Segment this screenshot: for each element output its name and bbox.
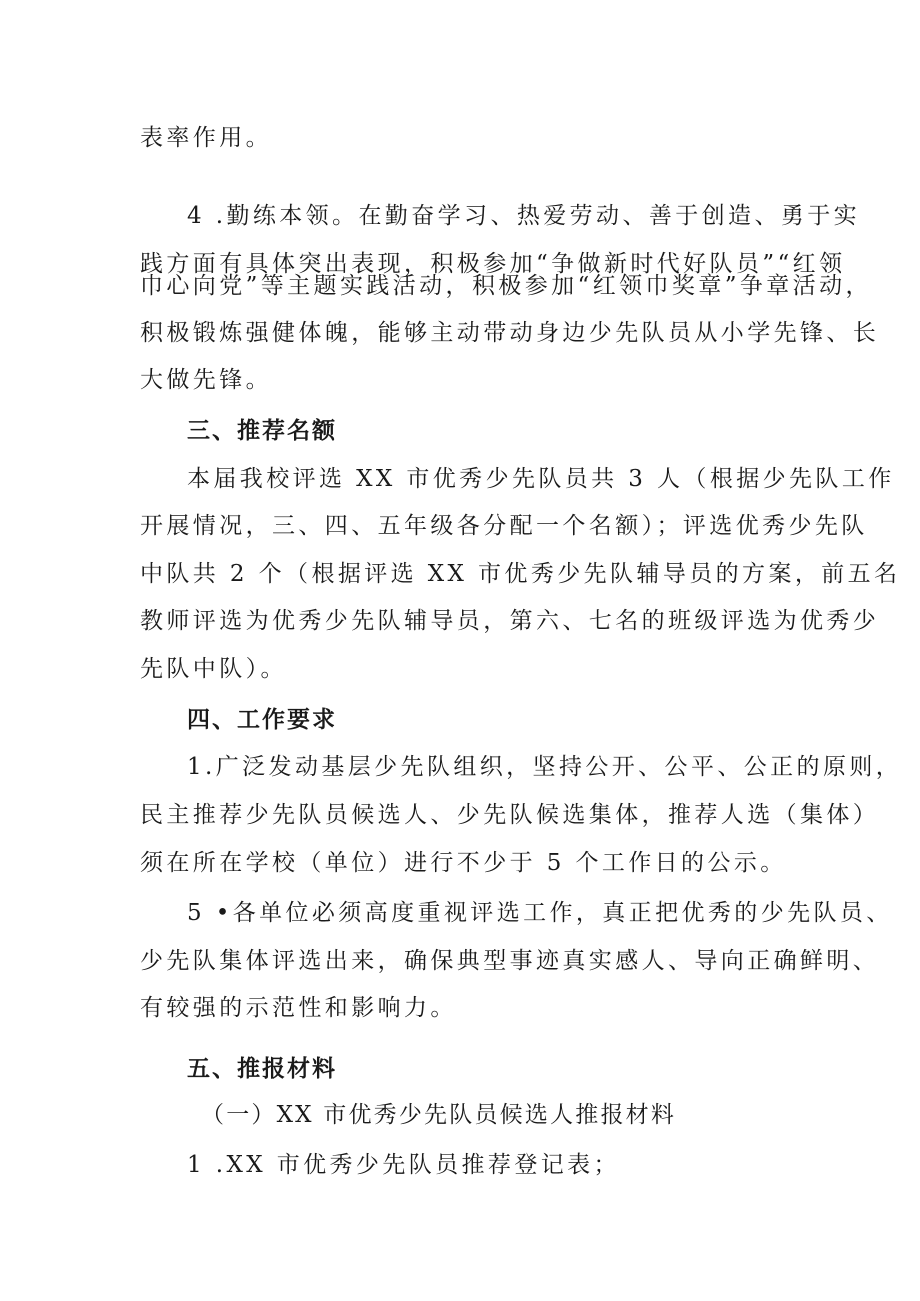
- paragraph-line: 积极锻炼强健体魄，能够主动带动身边少先队员从小学先锋、长: [140, 320, 880, 346]
- section-heading: 五、推报材料: [187, 1056, 337, 1082]
- subsection-heading: （一）XX 市优秀少先队员候选人推报材料: [201, 1102, 677, 1128]
- paragraph-line: 践方面有具体突出表现，积极参加“争做新时代好队员”“红领: [140, 251, 846, 277]
- paragraph-line: 表率作用。: [140, 125, 272, 151]
- paragraph-line: 须在所在学校（单位）进行不少于 5 个工作日的公示。: [140, 850, 787, 876]
- paragraph-line: 开展情况，三、四、五年级各分配一个名额）；评选优秀少先队: [140, 513, 868, 539]
- section-heading: 三、推荐名额: [187, 418, 337, 444]
- paragraph-line: 4 .勤练本领。在勤奋学习、热爱劳动、善于创造、勇于实: [187, 203, 861, 229]
- paragraph-line: 5 •各单位必须高度重视评选工作，真正把优秀的少先队员、: [187, 900, 893, 926]
- paragraph-line: 大做先锋。: [140, 367, 272, 393]
- paragraph-line: 巾心向党”等主题实践活动，积极参加“红领巾奖章”争章活动，: [140, 273, 872, 299]
- paragraph-line: 1.广泛发动基层少先队组织，坚持公开、公平、公正的原则，: [187, 754, 903, 780]
- paragraph-line: 民主推荐少先队员候选人、少先队候选集体，推荐人选（集体）: [140, 802, 880, 828]
- paragraph-line: 有较强的示范性和影响力。: [140, 995, 457, 1021]
- paragraph-line: 1 .XX 市优秀少先队员推荐登记表；: [187, 1152, 620, 1178]
- paragraph-line: 教师评选为优秀少先队辅导员，第六、七名的班级评选为优秀少: [140, 608, 880, 634]
- section-heading: 四、工作要求: [187, 707, 337, 733]
- paragraph-line: 少先队集体评选出来，确保典型事迹真实感人、导向正确鲜明、: [140, 948, 880, 974]
- paragraph-line: 本届我校评选 XX 市优秀少先队员共 3 人（根据少先队工作: [187, 466, 895, 492]
- paragraph-line: 中队共 2 个（根据评选 XX 市优秀少先队辅导员的方案，前五名: [140, 561, 901, 587]
- paragraph-line: 先队中队）。: [140, 656, 287, 682]
